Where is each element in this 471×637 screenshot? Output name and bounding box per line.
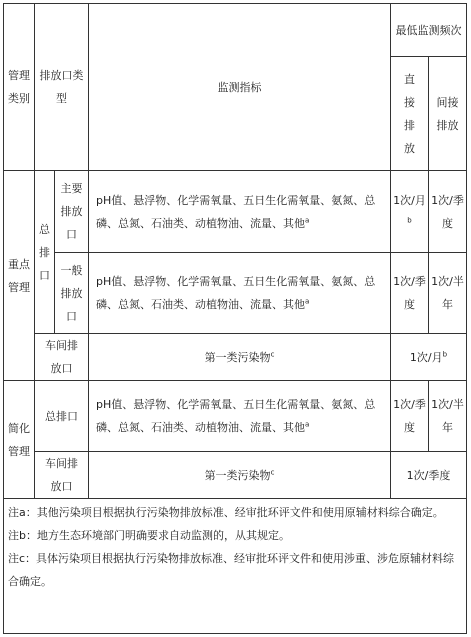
- footnote-marker-b: b: [442, 349, 448, 358]
- header-indicator: 监测指标: [89, 4, 391, 171]
- freq-indirect: 1次/半年: [429, 253, 467, 334]
- indicator-text: pH值、悬浮物、化学需氧量、五日生化需氧量、氨氮、总磷、总氮、石油类、动植物油、流量、其他: [96, 398, 376, 434]
- freq-text: 1次/月: [393, 193, 426, 207]
- main-outlet-label: 总排口: [35, 381, 89, 452]
- indicator-cell: [89, 171, 391, 253]
- note-a: 注a：其他污染项目根据执行污染物排放标准、经审批环评文件和使用原辅材料综合确定。: [8, 506, 444, 519]
- first-class-text: 第一类污染物: [204, 350, 271, 364]
- header-min-frequency: 最低监测频次: [391, 4, 467, 57]
- workshop-outlet-label: 车间排放口: [35, 452, 89, 499]
- main-outlet-label: 总排口: [35, 171, 55, 334]
- header-category: 管理类别: [4, 4, 35, 171]
- first-class-pollutant-cell: [89, 452, 391, 499]
- header-outlet-type: 排放口类型: [35, 4, 89, 171]
- footnote-marker-c: c: [270, 349, 275, 358]
- freq-direct: 1次/季度: [391, 253, 429, 334]
- header-indirect-discharge: [429, 57, 467, 171]
- freq-direct: [391, 171, 429, 253]
- category-simple-management: 简化管理: [4, 381, 35, 499]
- footnote-marker-a: a: [305, 297, 310, 306]
- notes-cell: [4, 499, 467, 634]
- header-direct-text: 直接排放: [404, 72, 415, 155]
- header-direct-discharge: [391, 57, 429, 171]
- footnote-marker-b: b: [407, 215, 412, 224]
- freq-text: 1次/月: [409, 350, 443, 364]
- indicator-cell: [89, 253, 391, 334]
- indicator-text: pH值、悬浮物、化学需氧量、五日生化需氧量、氨氮、总磷、总氮、石油类、动植物油、流量、其他: [96, 193, 376, 230]
- freq-combined: 1次/季度: [391, 452, 467, 499]
- header-indirect-text: 间接排放: [436, 95, 459, 132]
- note-b: 注b：地方生态环境部门明确要求自动监测的，从其规定。: [8, 529, 290, 542]
- note-c: 注c：具体污染项目根据执行污染物排放标准、经审批环评文件和使用涉重、涉危原辅材料综合确定。: [8, 552, 455, 588]
- indicator-text: pH值、悬浮物、化学需氧量、五日生化需氧量、氨氮、总磷、总氮、石油类、动植物油、流量、其他: [96, 275, 376, 311]
- freq-combined: [391, 334, 467, 381]
- general-discharge-label: 一般排放口: [55, 253, 89, 334]
- main-discharge-label: 主要排放口: [55, 171, 89, 253]
- freq-direct: 1次/季度: [391, 381, 429, 452]
- freq-indirect: 1次/半年: [429, 381, 467, 452]
- footnote-marker-a: a: [305, 215, 310, 224]
- first-class-text: 第一类污染物: [204, 468, 271, 482]
- first-class-pollutant-cell: [89, 334, 391, 381]
- freq-indirect: 1次/季度: [429, 171, 467, 253]
- category-key-management: 重点管理: [4, 171, 35, 381]
- footnote-marker-a: a: [305, 420, 310, 429]
- monitoring-frequency-table: [3, 3, 467, 634]
- workshop-outlet-label: 车间排放口: [35, 334, 89, 381]
- footnote-marker-c: c: [270, 467, 275, 476]
- indicator-cell: [89, 381, 391, 452]
